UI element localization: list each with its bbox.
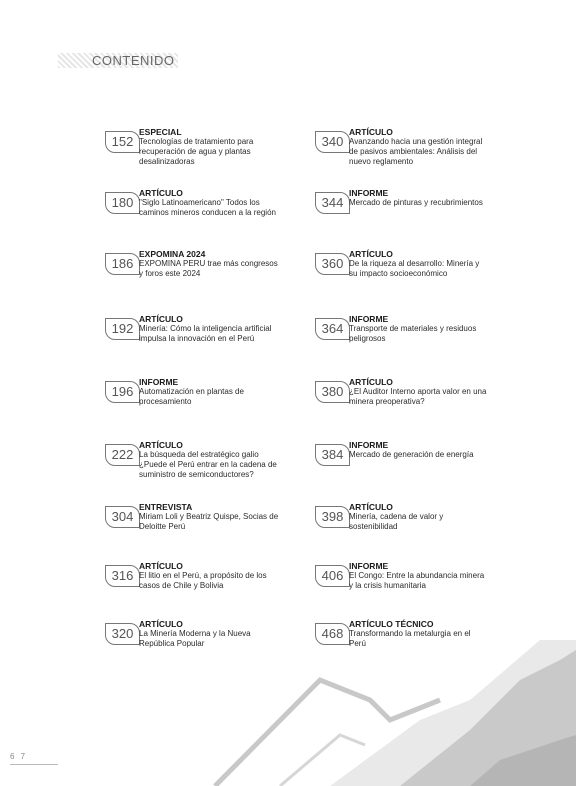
page-number-box: 152 xyxy=(105,131,140,153)
entry-category: INFORME xyxy=(349,561,389,571)
entry-description: El Congo: Entre la abundancia minera y la crisis humanitaria xyxy=(349,571,485,590)
entry-category: ARTÍCULO xyxy=(139,314,183,324)
entry-description: Tecnologías de tratamiento para recuperación de agua y plantas desalinizadoras xyxy=(139,137,254,166)
page-number-box: 380 xyxy=(315,381,350,403)
page-number-box: 192 xyxy=(105,318,140,340)
entry-category: EXPOMINA 2024 xyxy=(139,249,206,259)
page-number-box: 384 xyxy=(315,444,350,466)
entry-description: El litio en el Perú, a propósito de los casos de Chile y Bolivia xyxy=(139,571,267,590)
entry-description: Transformando la metalurgia en el Perú xyxy=(349,629,471,648)
entry-description: Automatización en plantas de procesamiento xyxy=(139,387,244,406)
entry-description: Avanzando hacia una gestión integral de pasivos ambientales: Análisis del nuevo reglamento xyxy=(349,137,483,166)
page-number-box: 196 xyxy=(105,381,140,403)
page-number-box: 304 xyxy=(105,506,140,528)
entry-category: INFORME xyxy=(349,188,389,198)
entry-description: "Siglo Latinoamericano" Todos los caminos mineros conducen a la región xyxy=(139,198,276,217)
entry-category: ARTÍCULO xyxy=(349,377,393,387)
entry-category: INFORME xyxy=(349,314,389,324)
entry-category: ARTÍCULO TÉCNICO xyxy=(349,619,434,629)
entry-category: ESPECIAL xyxy=(139,127,182,137)
page-number-box: 186 xyxy=(105,253,140,275)
footer-rule xyxy=(10,764,58,765)
page-number-box: 316 xyxy=(105,565,140,587)
entry-category: ARTÍCULO xyxy=(349,249,393,259)
page-number-box: 360 xyxy=(315,253,350,275)
entry-description: Minería, cadena de valor y sostenibilidad xyxy=(349,512,444,531)
page-number-box: 222 xyxy=(105,444,140,466)
entry-description: EXPOMINA PERU trae más congresos y foros este 2024 xyxy=(139,259,278,278)
entry-category: ARTÍCULO xyxy=(349,127,393,137)
footer-page-numbers: 6 7 xyxy=(10,752,28,761)
entry-category: INFORME xyxy=(349,440,389,450)
entry-description: De la riqueza al desarrollo: Minería y su impacto socioeconómico xyxy=(349,259,480,278)
entry-description: Mercado de pinturas y recubrimientos xyxy=(349,198,483,207)
entry-description: Minería: Cómo la inteligencia artificial impulsa la innovación en el Perú xyxy=(139,324,272,343)
entry-category: INFORME xyxy=(139,377,179,387)
entry-description: Transporte de materiales y residuos peligrosos xyxy=(349,324,477,343)
entry-category: ARTÍCULO xyxy=(139,561,183,571)
entry-description: Miriam Loli y Beatriz Quispe, Socias de Deloitte Perú xyxy=(139,512,279,531)
entry-category: ARTÍCULO xyxy=(349,502,393,512)
page-number-box: 364 xyxy=(315,318,350,340)
page-number-box: 406 xyxy=(315,565,350,587)
entry-category: ARTÍCULO xyxy=(139,440,183,450)
page-number-box: 180 xyxy=(105,192,140,214)
entry-description: La Minería Moderna y la Nueva República Popular xyxy=(139,629,251,648)
entry-category: ARTÍCULO xyxy=(139,619,183,629)
entry-description: La búsqueda del estratégico galio ¿Puede el Perú entrar en la cadena de suministro de semiconductores? xyxy=(139,450,277,479)
page-number-box: 344 xyxy=(315,192,350,214)
page-number-box: 340 xyxy=(315,131,350,153)
page-number-box: 468 xyxy=(315,623,350,645)
page-number-box: 320 xyxy=(105,623,140,645)
page-number-box: 398 xyxy=(315,506,350,528)
page-title: CONTENIDO xyxy=(92,53,175,68)
entry-description: Mercado de generación de energía xyxy=(349,450,474,459)
entry-category: ENTREVISTA xyxy=(139,502,193,512)
entry-category: ARTÍCULO xyxy=(139,188,183,198)
entry-description: ¿El Auditor Interno aporta valor en una minera preoperativa? xyxy=(349,387,487,406)
